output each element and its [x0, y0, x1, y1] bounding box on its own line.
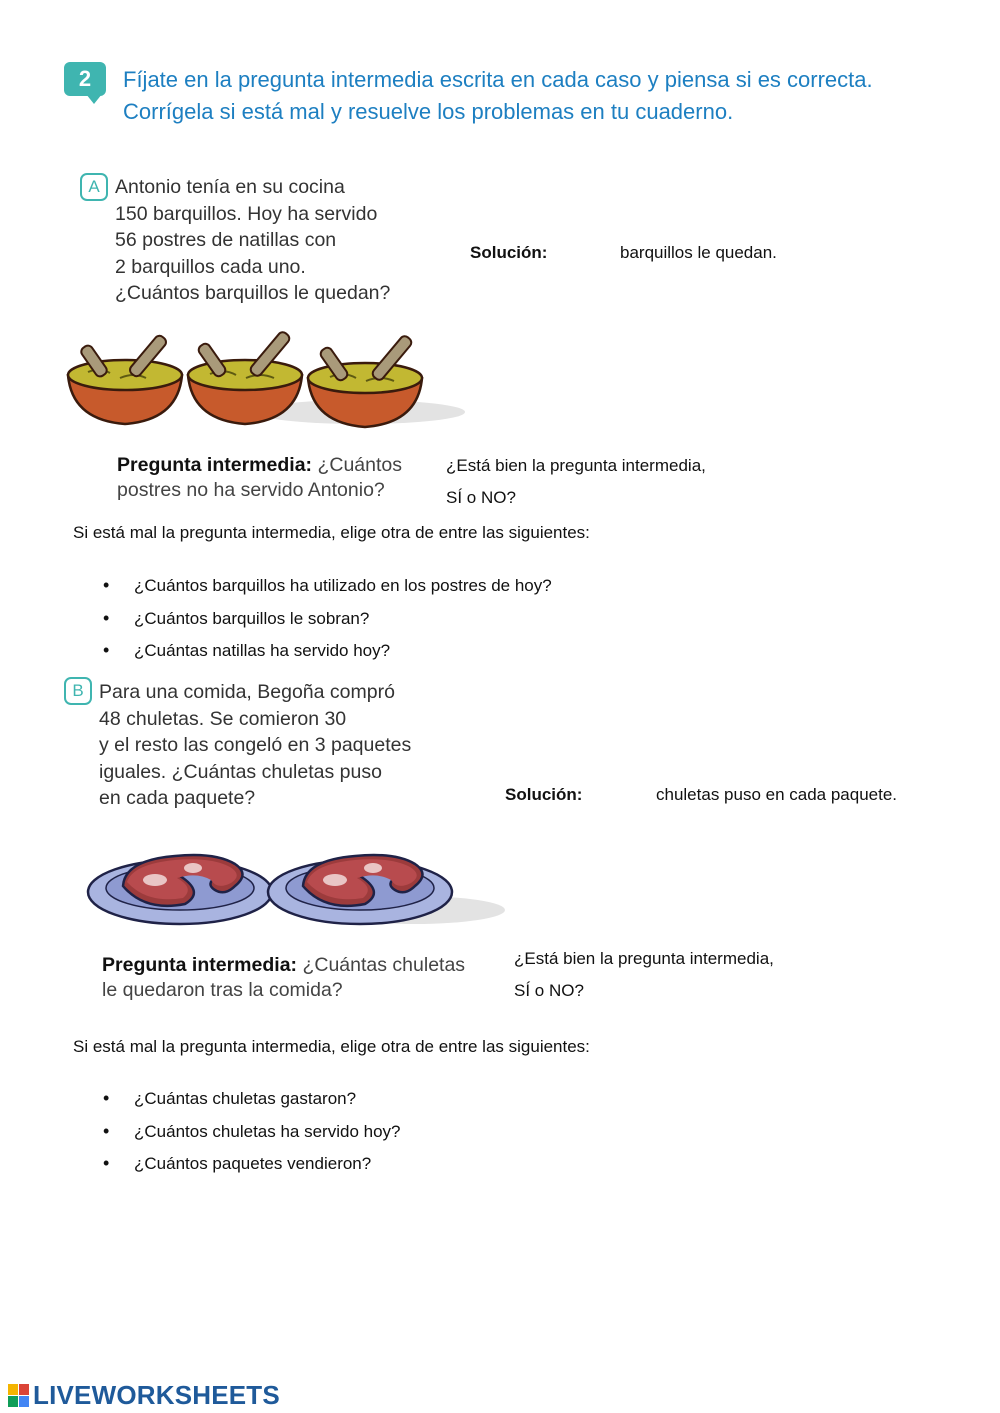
problem-a-solution-label: Solución:	[470, 243, 548, 262]
problem-a-line: Antonio tenía en su cocina	[115, 176, 345, 198]
problem-a-solution-suffix: barquillos le quedan.	[620, 243, 777, 262]
problem-a-check-options: SÍ o NO?	[446, 488, 516, 507]
problem-a-line: ¿Cuántos barquillos le quedan?	[115, 282, 391, 305]
plate-2	[268, 855, 452, 924]
pregunta-label: Pregunta intermedia:	[102, 954, 298, 976]
badge-tail	[86, 94, 102, 104]
pregunta-text: ¿Cuántas chuletas	[302, 954, 466, 976]
pregunta-label: Pregunta intermedia:	[117, 454, 313, 476]
problem-b-options	[101, 1089, 401, 1187]
problem-b-letter: B	[64, 677, 92, 705]
option-item[interactable]: • ¿Cuántas natillas ha servido hoy?	[101, 641, 552, 674]
option-item[interactable]: • ¿Cuántas chuletas gastaron?	[101, 1089, 401, 1122]
option-item[interactable]: • ¿Cuántos chuletas ha servido hoy?	[101, 1122, 401, 1155]
problem-a-line: 2 barquillos cada uno.	[115, 255, 306, 278]
problem-a-letter: A	[80, 173, 108, 201]
problem-a-pregunta	[117, 453, 402, 503]
plate-1	[88, 855, 272, 924]
option-item[interactable]: • ¿Cuántos barquillos ha utilizado en los postres de hoy?	[101, 576, 552, 609]
problem-a-options	[101, 576, 552, 674]
problem-a-check-question: ¿Está bien la pregunta intermedia,	[446, 456, 706, 475]
problem-b-check-options: SÍ o NO?	[514, 981, 584, 1000]
pregunta-text: ¿Cuántos	[317, 454, 403, 476]
problem-b-solution-label: Solución:	[505, 785, 583, 804]
problem-b-text	[99, 679, 411, 812]
problem-a-alt-prompt: Si está mal la pregunta intermedia, elige otra de entre las siguientes:	[73, 523, 590, 542]
instruction-line-1: Fíjate en la pregunta intermedia escrita en cada caso y piensa si es correcta.	[123, 67, 873, 92]
option-item[interactable]: • ¿Cuántos paquetes vendieron?	[101, 1154, 401, 1187]
problem-a-line: 150 barquillos. Hoy ha servido	[115, 202, 378, 225]
bowl-2	[188, 330, 302, 424]
problem-a-line: 56 postres de natillas con	[115, 229, 337, 252]
instructions	[123, 64, 983, 128]
exercise-number-badge: 2	[64, 62, 106, 96]
instruction-line-2: Corrígela si está mal y resuelve los problemas en tu cuaderno.	[123, 99, 734, 124]
bowl-1	[68, 334, 182, 424]
option-item[interactable]: • ¿Cuántos barquillos le sobran?	[101, 609, 552, 642]
problem-b-line: Para una comida, Begoña compró	[99, 681, 395, 703]
problem-b-line: iguales. ¿Cuántas chuletas puso	[99, 760, 382, 783]
problem-b-check-question: ¿Está bien la pregunta intermedia,	[514, 949, 774, 968]
chuletas-plates-illustration	[85, 830, 510, 940]
problem-b-line: en cada paquete?	[99, 787, 256, 810]
problem-b-line: 48 chuletas. Se comieron 30	[99, 707, 347, 730]
problem-a-text	[115, 174, 390, 307]
bowl-3	[308, 334, 422, 427]
liveworksheets-logo-icon	[8, 1384, 30, 1408]
problem-b-solution-suffix: chuletas puso en cada paquete.	[656, 785, 898, 804]
pregunta-text: postres no ha servido Antonio?	[117, 479, 385, 501]
problem-b-pregunta	[102, 953, 465, 1003]
problem-b-line: y el resto las congeló en 3 paquetes	[99, 734, 412, 757]
brand-name: LIVEWORKSHEETS	[33, 1380, 280, 1410]
problem-b-alt-prompt: Si está mal la pregunta intermedia, elige otra de entre las siguientes:	[73, 1037, 590, 1056]
pregunta-text: le quedaron tras la comida?	[102, 979, 343, 1001]
natillas-bowls-illustration	[60, 320, 470, 440]
